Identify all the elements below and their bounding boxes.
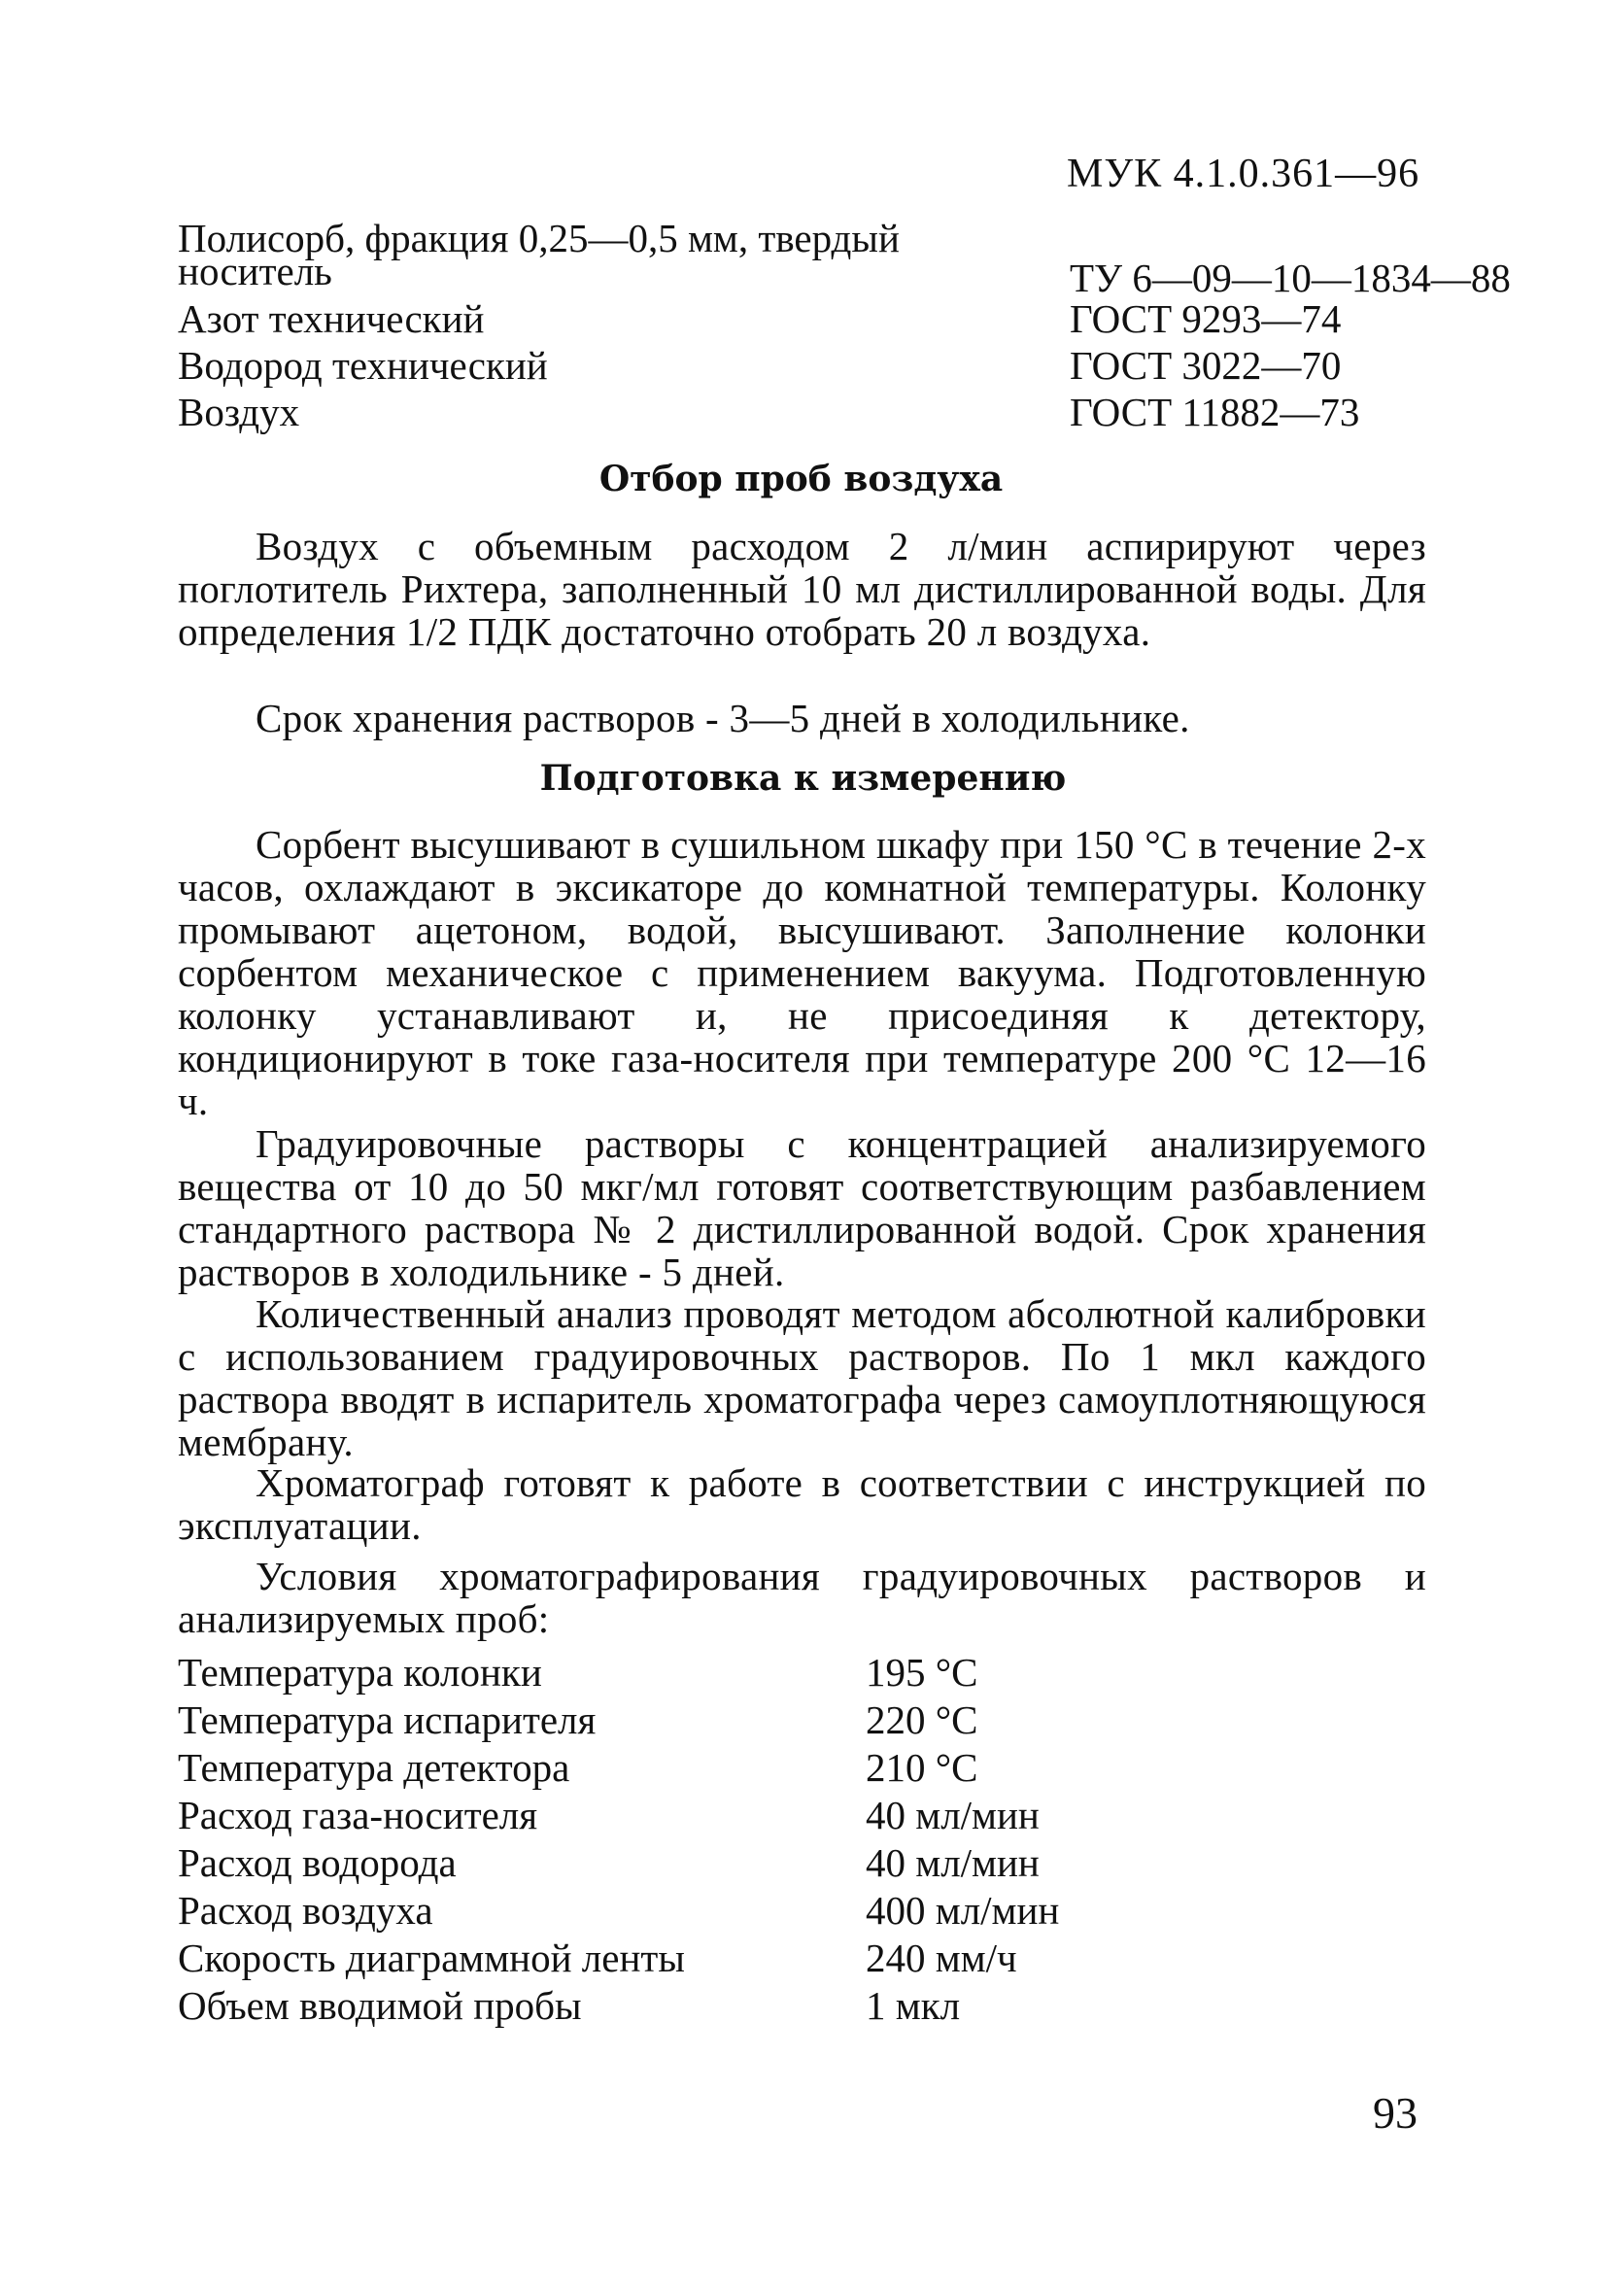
material-row	[178, 216, 1511, 300]
section-heading-air-sampling: Отбор проб воздуха	[598, 459, 1004, 499]
material-standard: ГОСТ 11882—73	[1070, 390, 1360, 434]
condition-row	[178, 1649, 1059, 1696]
paragraph: Хроматограф готовят к работе в соответствии с инструкцией по эксплуатации.	[178, 1460, 1426, 1548]
condition-name: Температура колонки	[178, 1650, 542, 1695]
condition-row	[178, 1744, 1059, 1792]
document-code: МУК 4.1.0.361—96	[1067, 152, 1420, 196]
condition-value: 210 °С	[866, 1745, 978, 1790]
condition-name: Расход водорода	[178, 1840, 457, 1885]
condition-value: 195 °С	[866, 1650, 978, 1695]
material-name: Водород технический	[178, 343, 548, 388]
paragraph: Количественный анализ проводят методом абсолютной калибровки с использованием градуировочных растворов. По 1 мкл каждого раствора вводят в испаритель хроматографа через самоуплотняющуюся мембрану.	[178, 1291, 1426, 1464]
condition-name: Скорость диаграммной ленты	[178, 1936, 685, 1980]
condition-row	[178, 1887, 1059, 1935]
condition-value: 40 мл/мин	[866, 1840, 1040, 1885]
condition-value: 1 мкл	[866, 1983, 961, 2028]
condition-name: Температура детектора	[178, 1745, 570, 1790]
paragraph: Сорбент высушивают в сушильном шкафу при 150 °С в течение 2-х часов, охлаждают в эксикаторе до комнатной температуры. Колонку промывают ацетоном, водой, высушивают. Заполнение колонки сорбентом механическое с применением вакуума. Подготовленную колонку устанавливают и, не присоединяя к детектору, кондиционируют в токе газа-носителя при температуре 200 °С 12—16 ч.	[178, 822, 1426, 1123]
material-name: Воздух	[178, 390, 300, 434]
material-row	[178, 391, 1441, 437]
condition-name: Температура испарителя	[178, 1697, 597, 1742]
condition-value: 240 мм/ч	[866, 1936, 1017, 1980]
condition-row	[178, 1792, 1059, 1839]
material-standard: ТУ 6—09—10—1834—88	[1070, 256, 1511, 300]
paragraph: Срок хранения растворов - 3—5 дней в холодильнике.	[256, 696, 1190, 740]
material-standard: ГОСТ 9293—74	[1070, 296, 1342, 341]
material-row	[178, 297, 1441, 344]
condition-name: Объем вводимой пробы	[178, 1983, 582, 2028]
condition-row	[178, 1982, 1059, 2030]
paragraph: Воздух с объемным расходом 2 л/мин аспирируют через поглотитель Рихтера, заполненный 10 мл дистиллированной воды. Для определения 1/2 ПДК достаточно отобрать 20 л воздуха.	[178, 524, 1426, 654]
paragraph: Градуировочные растворы с концентрацией анализируемого вещества от 10 до 50 мкг/мл готовят соответствующим разбавлением стандартного раствора № 2 дистиллированной водой. Срок хранения растворов в холодильнике - 5 дней.	[178, 1121, 1426, 1294]
section-heading-preparation: Подготовка к измерению	[539, 758, 1067, 799]
condition-value: 220 °С	[866, 1697, 978, 1742]
condition-row	[178, 1935, 1059, 1982]
material-row	[178, 344, 1441, 391]
condition-value: 400 мл/мин	[866, 1888, 1060, 1933]
material-name: Полисорб, фракция 0,25—0,5 мм, твердый носитель	[178, 216, 900, 293]
condition-row	[178, 1839, 1059, 1887]
conditions-table	[178, 1649, 1059, 2030]
condition-value: 40 мл/мин	[866, 1793, 1040, 1837]
condition-row	[178, 1696, 1059, 1744]
materials-list	[178, 216, 1511, 437]
page-number: 93	[1373, 2088, 1418, 2138]
condition-name: Расход газа-носителя	[178, 1793, 538, 1837]
material-standard: ГОСТ 3022—70	[1070, 343, 1342, 388]
paragraph: Условия хроматографирования градуировочных растворов и анализируемых проб:	[178, 1554, 1426, 1641]
material-name: Азот технический	[178, 296, 485, 341]
condition-name: Расход воздуха	[178, 1888, 433, 1933]
